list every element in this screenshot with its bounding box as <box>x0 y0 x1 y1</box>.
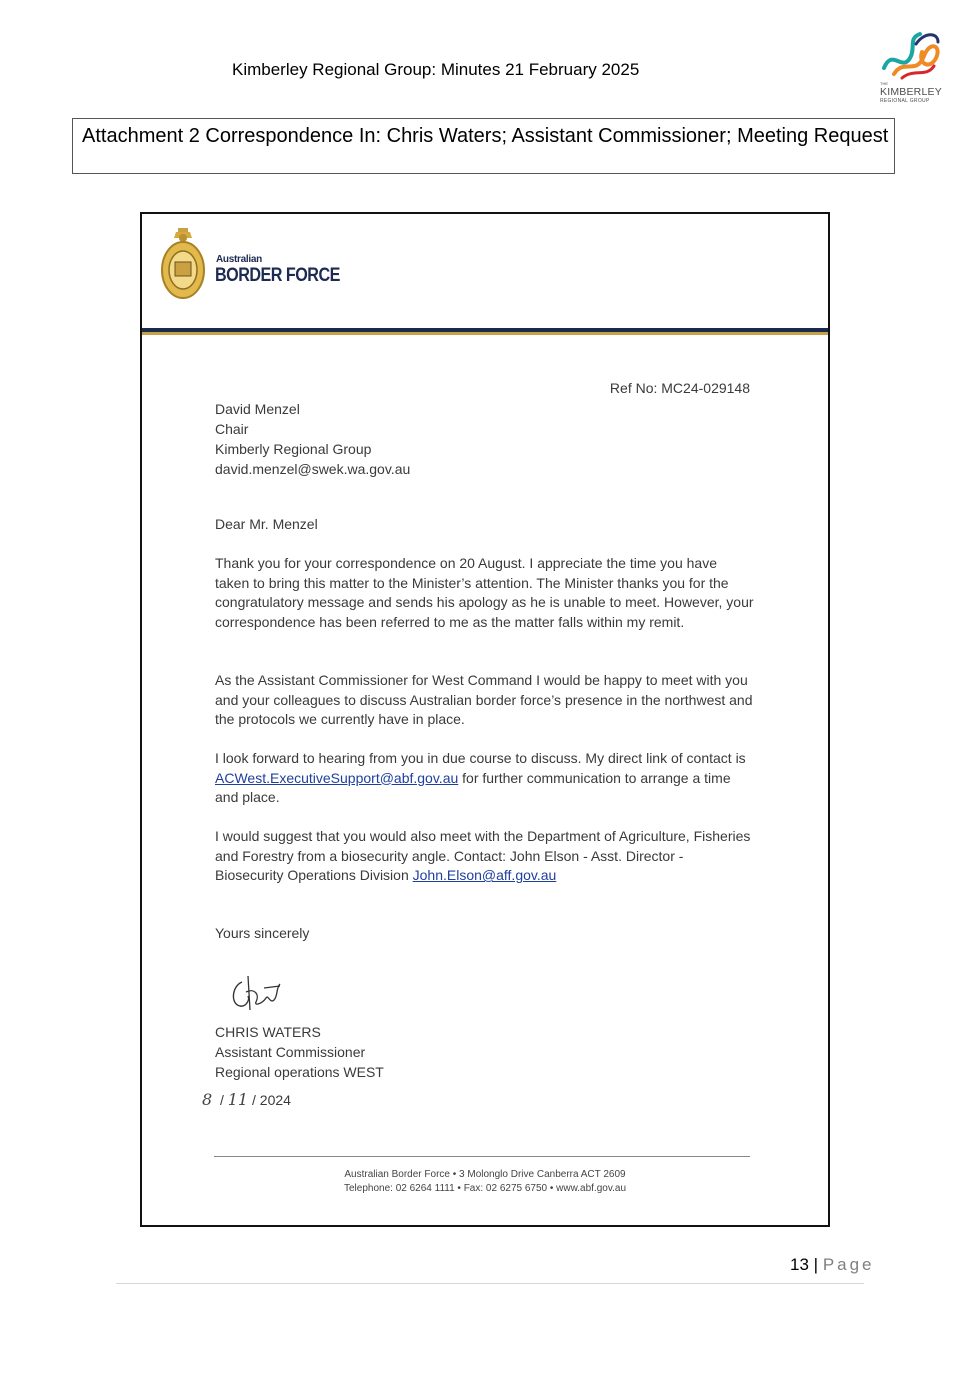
logo-the-label: THE <box>880 81 888 86</box>
paragraph-4 <box>215 827 755 886</box>
attachment-title-box <box>72 118 895 174</box>
recipient-role: Chair <box>215 421 249 437</box>
document-header-title: Kimberley Regional Group: Minutes 21 February 2025 <box>232 60 640 79</box>
footer-contact: Telephone: 02 6264 1111 • Fax: 02 6275 6750 • www.abf.gov.au <box>343 1183 627 1194</box>
attachment-title: Attachment 2 Correspondence In: Chris Waters; Assistant Commissioner; Meeting Request <box>82 125 889 147</box>
kimberley-regional-group-logo <box>874 28 950 108</box>
paragraph-4-text: I would suggest that you would also meet with the Department of Agriculture, Fisheries and Forestry from a biosecurity angle. Contact: John Elson - Asst. Director - Biosecurity Operations Division <box>215 828 751 884</box>
kimberley-swirl-icon <box>880 28 944 82</box>
signer-name: CHRIS WATERS <box>215 1024 321 1040</box>
footer-divider <box>214 1156 750 1157</box>
recipient-address-block <box>215 399 410 479</box>
acwest-email-link[interactable]: ACWest.ExecutiveSupport@abf.gov.au <box>215 769 459 786</box>
date-year: 2024 <box>259 1092 291 1108</box>
page-separator: | <box>813 1255 819 1274</box>
paragraph-1: Thank you for your correspondence on 20 August. I appreciate the time you have taken to bring this matter to the Minister’s attention. The Minister thanks you for the congratulatory message and sends his apology as he is unable to meet. However, your correspondence has been referred to me as the matter falls within my remit. <box>215 555 754 630</box>
scanned-letter <box>140 212 830 1227</box>
recipient-email: david.menzel@swek.wa.gov.au <box>215 461 411 477</box>
letter-date <box>202 1090 291 1109</box>
logo-subtitle: REGIONAL GROUP <box>880 98 930 104</box>
abf-brand-small: Australian <box>216 254 262 265</box>
page-label: Page <box>822 1255 875 1274</box>
paragraph-3-text-start: I look forward to hearing from you in due course to discuss. My direct link of contact is <box>215 750 746 766</box>
recipient-name: David Menzel <box>215 401 300 417</box>
date-month: 11 <box>227 1090 249 1109</box>
john-elson-email-link[interactable]: John.Elson@aff.gov.au <box>412 867 557 884</box>
logo-name: KIMBERLEY <box>880 86 942 98</box>
abf-crest-icon <box>160 224 206 304</box>
footer-address: Australian Border Force • 3 Molonglo Drive Canberra ACT 2609 <box>344 1169 626 1180</box>
header-rule-gold <box>142 332 828 335</box>
page-number <box>790 1255 875 1275</box>
signer-block <box>215 1022 384 1082</box>
page-number-value: 13 <box>790 1255 809 1274</box>
paragraph-3-text-end: for further communication to arrange a time and place. <box>215 769 731 806</box>
reference-number: Ref No: MC24-029148 <box>609 380 750 396</box>
date-separator-1: / <box>212 1092 228 1108</box>
recipient-organisation: Kimberly Regional Group <box>215 441 372 457</box>
signer-unit: Regional operations WEST <box>215 1064 384 1080</box>
salutation: Dear Mr. Menzel <box>215 516 318 532</box>
date-separator-2: / <box>248 1092 260 1108</box>
handwritten-signature <box>228 970 288 1014</box>
abf-brand-big: BORDER FORCE <box>215 265 340 286</box>
paragraph-2: As the Assistant Commissioner for West Command I would be happy to meet with you and your colleagues to discuss Australian border force’s presence in the northwest and the protocols we currently have in place. <box>215 672 753 728</box>
closing: Yours sincerely <box>215 925 310 941</box>
page-bottom-rule <box>116 1283 864 1284</box>
paragraph-3 <box>215 749 755 808</box>
signer-title: Assistant Commissioner <box>215 1044 366 1060</box>
date-day: 8 <box>202 1090 213 1109</box>
